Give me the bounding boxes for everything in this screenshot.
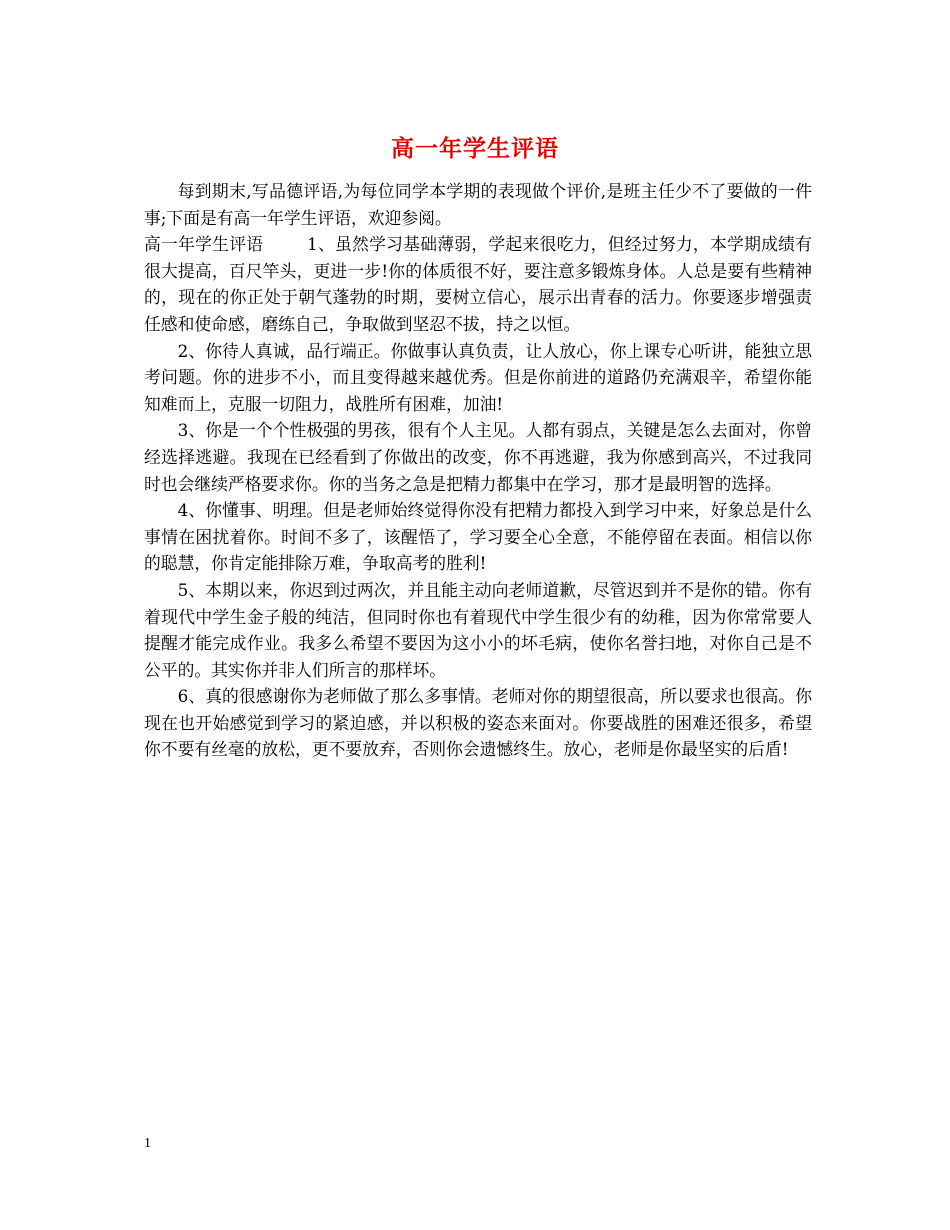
document-body — [144, 178, 812, 763]
comment-paragraph-1 — [144, 231, 812, 337]
comment-paragraph-4: 4、你懂事、明理。但是老师始终觉得你没有把精力都投入到学习中来，好象总是什么事情在困扰着你。时间不多了，该醒悟了，学习要全心全意，不能停留在表面。相信以你的聪慧，你肯定能排除万难，争取高考的胜利! — [144, 500, 812, 574]
comment-paragraph-6: 6、真的很感谢你为老师做了那么多事情。老师对你的期望很高，所以要求也很高。你现在也开始感觉到学习的紧迫感，并以积极的姿态来面对。你要战胜的困难还很多，希望你不要有丝毫的放松，更不要放弃，否则你会遗憾终生。放心，老师是你最坚实的后盾! — [144, 686, 812, 760]
intro-paragraph: 每到期末,写品德评语,为每位同学本学期的表现做个评价,是班主任少不了要做的一件事;下面是有高一年学生评语，欢迎参阅。 — [144, 181, 812, 228]
page-number: 1 — [144, 1136, 151, 1151]
comment-text-1: 1、虽然学习基础薄弱，学起来很吃力，但经过努力，本学期成绩有很大提高，百尺竿头，更进一步!你的体质很不好，要注意多锻炼身体。人总是要有些精神的，现在的你正处于朝气蓬勃的时期，要树立信心，展示出青春的活力。你要逐步增强责任感和使命感，磨练自己，争取做到坚忍不拔，持之以恒。 — [144, 234, 812, 334]
document-title: 高一年学生评语 — [391, 135, 559, 162]
comment-paragraph-2: 2、你待人真诚，品行端正。你做事认真负责，让人放心，你上课专心听讲，能独立思考问题。你的进步不小，而且变得越来越优秀。但是你前进的道路仍充满艰辛，希望你能知难而上，克服一切阻力，战胜所有困难，加油! — [144, 340, 812, 414]
section-label: 高一年学生评语 — [144, 234, 264, 255]
comment-paragraph-5: 5、本期以来，你迟到过两次，并且能主动向老师道歉，尽管迟到并不是你的错。你有着现代中学生金子般的纯洁，但同时你也有着现代中学生很少有的幼稚，因为你常常要人提醒才能完成作业。我多么希望不要因为这小小的坏毛病，使你名誉扫地，对你自己是不公平的。其实你并非人们所言的那样坏。 — [144, 579, 812, 680]
comment-paragraph-3: 3、你是一个个性极强的男孩，很有个人主见。人都有弱点，关键是怎么去面对，你曾经选择逃避。我现在已经看到了你做出的改变，你不再逃避，我为你感到高兴，不过我同时也会继续严格要求你。你的当务之急是把精力都集中在学习，那才是最明智的选择。 — [144, 420, 812, 494]
